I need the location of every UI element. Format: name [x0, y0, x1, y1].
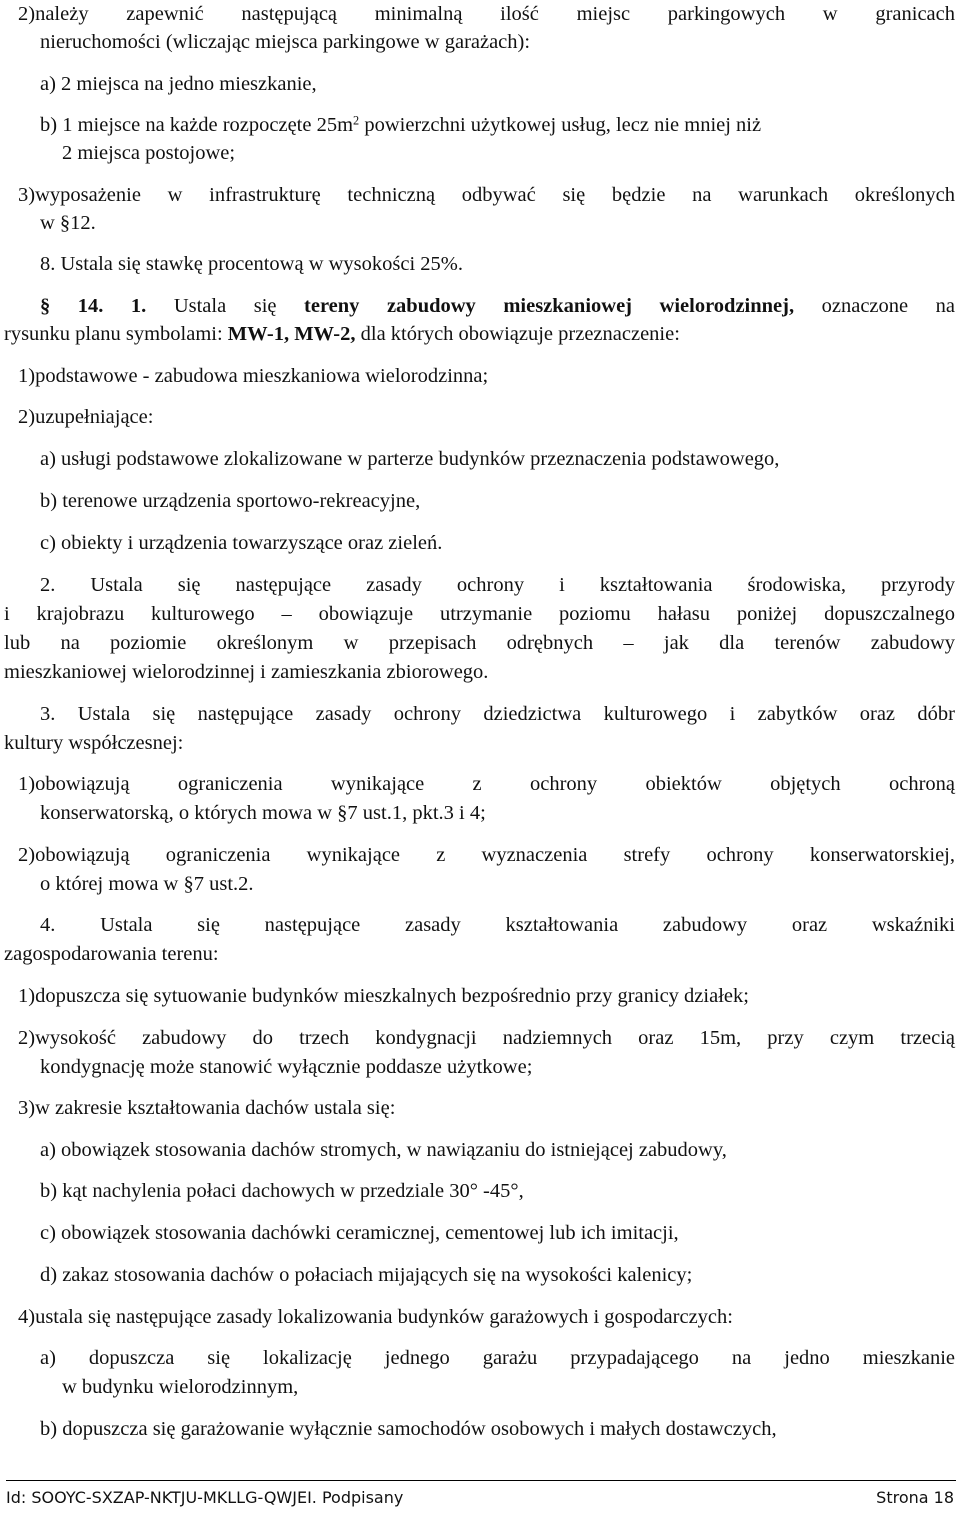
text-line: 4. Ustala się następujące zasady kształtowania zabudowy oraz wskaźniki [40, 914, 955, 936]
text-run: rysunku planu symbolami: [4, 323, 228, 345]
text-run: b) 1 miejsce na każde rozpoczęte 25m [40, 114, 354, 136]
text-run: Ustala się [146, 295, 305, 317]
text-line: w §12. [40, 212, 96, 234]
text-line: 4)ustala się następujące zasady lokalizowania budynków garażowych i gospodarczych: [18, 1306, 733, 1328]
text-line: b) terenowe urządzenia sportowo-rekreacyjne, [40, 490, 421, 512]
text-run-bold: MW-1, MW-2, [227, 323, 356, 345]
text-run: powierzchni użytkowej usług, lecz nie mniej niż [359, 114, 762, 136]
text-line: kondygnację może stanowić wyłącznie poddasze użytkowe; [40, 1056, 533, 1078]
footer-page-number: Strona 18 [876, 1488, 954, 1507]
text-line: 3)w zakresie kształtowania dachów ustala się: [18, 1097, 396, 1119]
text-line: b) kąt nachylenia połaci dachowych w przedziale 30° -45°, [40, 1180, 524, 1202]
text-line: 8. Ustala się stawkę procentową w wysokości 25%. [40, 253, 464, 275]
text-line: a) 2 miejsca na jedno mieszkanie, [40, 73, 317, 95]
text-line: 1)obowiązują ograniczenia wynikające z ochrony obiektów objętych ochroną [18, 773, 955, 795]
text-line: a) obowiązek stosowania dachów stromych, w nawiązaniu do istniejącej zabudowy, [40, 1139, 727, 1161]
text-line: 1)dopuszcza się sytuowanie budynków mieszkalnych bezpośrednio przy granicy działek; [18, 985, 749, 1007]
text-line: d) zakaz stosowania dachów o połaciach mijających się na wysokości kalenicy; [40, 1264, 693, 1286]
text-line: 2. Ustala się następujące zasady ochrony i kształtowania środowiska, przyrody [40, 574, 955, 596]
text-line: w budynku wielorodzinnym, [62, 1376, 299, 1398]
text-line [40, 111, 761, 139]
text-line: 3. Ustala się następujące zasady ochrony dziedzictwa kulturowego i zabytków oraz dóbr [40, 703, 955, 725]
superscript: 2 [353, 113, 360, 128]
text-line: kultury współczesnej: [4, 732, 184, 754]
text-line: b) dopuszcza się garażowanie wyłącznie samochodów osobowych i małych dostawczych, [40, 1418, 777, 1440]
text-line: 3)wyposażenie w infrastrukturę techniczną odbywać się będzie na warunkach określonych [18, 184, 955, 206]
paragraph-heading [40, 292, 955, 320]
text-line: zagospodarowania terenu: [4, 943, 219, 965]
text-line: 2)uzupełniające: [18, 406, 154, 428]
text-line: lub na poziomie określonym w przepisach odrębnych – jak dla terenów zabudowy [4, 632, 955, 654]
text-line: 2)obowiązują ograniczenia wynikające z wyznaczenia strefy ochrony konserwatorskiej, [18, 844, 955, 866]
text-line: o której mowa w §7 ust.2. [40, 873, 254, 895]
text-run: dla których obowiązuje przeznaczenie: [355, 323, 680, 345]
text-run-bold: tereny zabudowy mieszkaniowej wielorodzinnej, [304, 295, 795, 317]
text-line: c) obowiązek stosowania dachówki ceramicznej, cementowej lub ich imitacji, [40, 1222, 679, 1244]
text-line: c) obiekty i urządzenia towarzyszące oraz zieleń. [40, 532, 443, 554]
text-line: i krajobrazu kulturowego – obowiązuje utrzymanie poziomu hałasu poniżej dopuszczalnego [4, 603, 955, 625]
text-line [4, 320, 680, 348]
text-line: 2)wysokość zabudowy do trzech kondygnacji nadziemnych oraz 15m, przy czym trzecią [18, 1027, 955, 1049]
text-run: oznaczone na [794, 295, 955, 317]
text-line: 2)należy zapewnić następującą minimalną ilość miejsc parkingowych w granicach [18, 3, 955, 25]
text-line: 2 miejsca postojowe; [62, 142, 236, 164]
text-line: nieruchomości (wliczając miejsca parkingowe w garażach): [40, 31, 531, 53]
footer-document-id: Id: SOOYC-SXZAP-NKTJU-MKLLG-QWJEI. Podpisany [6, 1488, 404, 1507]
text-line: mieszkaniowej wielorodzinnej i zamieszkania zbiorowego. [4, 661, 489, 683]
footer-divider [6, 1480, 956, 1481]
paragraph-number: § 14. 1. [40, 295, 147, 317]
text-line: a) usługi podstawowe zlokalizowane w parterze budynków przeznaczenia podstawowego, [40, 448, 780, 470]
text-line: 1)podstawowe - zabudowa mieszkaniowa wielorodzinna; [18, 365, 489, 387]
text-line: a) dopuszcza się lokalizację jednego garażu przypadającego na jedno mieszkanie [40, 1347, 955, 1369]
text-line: konserwatorską, o których mowa w §7 ust.1, pkt.3 i 4; [40, 802, 486, 824]
